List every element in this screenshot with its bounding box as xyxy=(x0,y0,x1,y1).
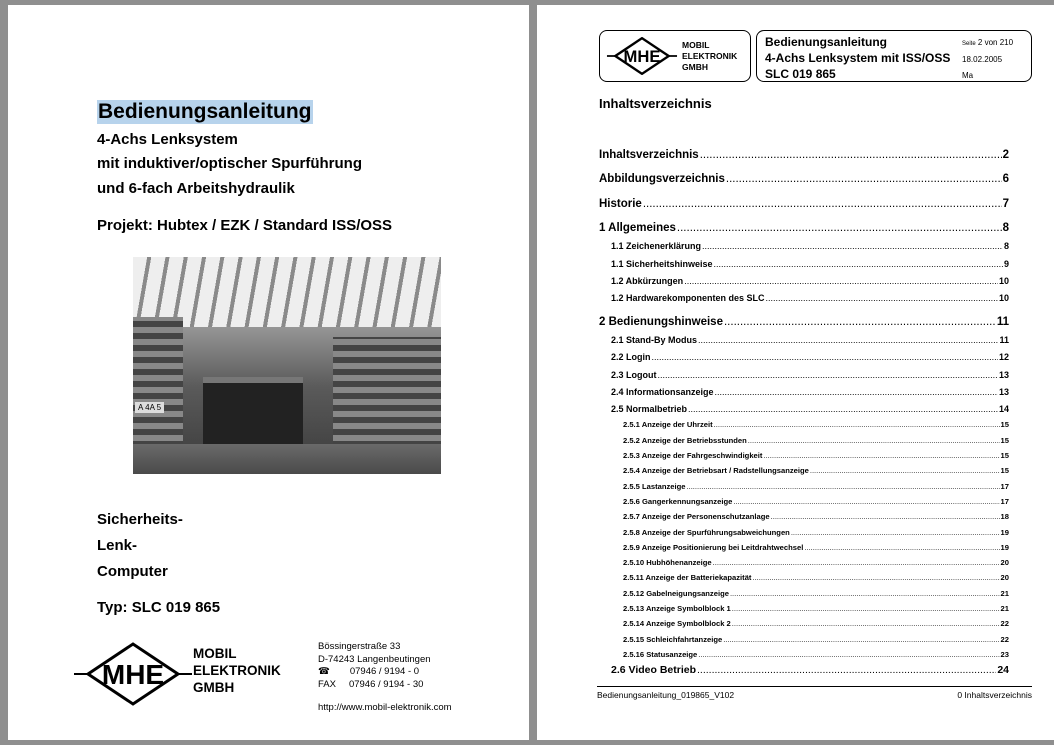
toc-entry[interactable] xyxy=(599,644,1009,659)
toc-entry-page: 23 xyxy=(1000,649,1009,659)
toc-page xyxy=(537,5,1054,740)
toc-leader xyxy=(715,387,998,397)
company-address xyxy=(318,641,452,715)
toc-entry-label: 1.2 Abkürzungen xyxy=(611,275,684,286)
toc-entry-page: 13 xyxy=(998,369,1009,380)
toc-entry[interactable] xyxy=(599,234,1009,251)
page-number: 2 xyxy=(977,38,983,47)
toc-entry-label: Abbildungsverzeichnis xyxy=(599,173,725,185)
header-company: MOBIL ELEKTRONIK GMBH xyxy=(682,40,738,72)
toc-entry-label: 2.5.14 Anzeige Symbolblock 2 xyxy=(623,619,731,629)
toc-entry-label: 2.5.12 Gabelneigungsanzeige xyxy=(623,588,729,598)
toc-entry[interactable] xyxy=(599,210,1009,235)
header-info-box xyxy=(756,30,1032,82)
address-city: D-74243 Langenbeutingen xyxy=(318,653,431,665)
toc-leader xyxy=(810,466,1000,475)
header-product: SLC 019 865 xyxy=(765,67,836,81)
toc-entry-page: 13 xyxy=(998,386,1009,397)
cover-title: Bedienungsanleitung xyxy=(98,100,312,123)
toc-entry-label: 1.1 Sicherheitshinweise xyxy=(611,258,713,269)
toc-entry-page: 15 xyxy=(1000,451,1009,461)
toc-entry-page: 10 xyxy=(998,293,1009,304)
logo-letters: MHE xyxy=(101,659,165,690)
toc-entry-page: 15 xyxy=(1000,420,1009,430)
product-line-3: Computer xyxy=(97,563,168,580)
toc-entry[interactable] xyxy=(599,521,1009,536)
toc-leader xyxy=(652,352,998,362)
toc-entry[interactable] xyxy=(599,136,1009,161)
cover-page xyxy=(8,5,529,740)
toc-leader xyxy=(700,149,1002,161)
toc-leader xyxy=(766,293,998,303)
toc-entry-label: 2.5.16 Statusanzeige xyxy=(623,649,698,659)
toc-entry-page: 10 xyxy=(998,275,1009,286)
cover-subtitle-1: 4-Achs Lenksystem xyxy=(97,131,238,148)
toc-entry[interactable] xyxy=(599,491,1009,506)
toc-leader xyxy=(730,589,1000,598)
toc-entry[interactable] xyxy=(599,628,1009,643)
toc-entry-page: 2 xyxy=(1002,148,1009,161)
toc-leader xyxy=(723,635,999,644)
company-line: GMBH xyxy=(193,680,235,695)
header-logo-box xyxy=(599,30,751,82)
toc-entry-label: 2.5.15 Schleichfahrtanzeige xyxy=(623,634,723,644)
header-subtitle: 4-Achs Lenksystem mit ISS/OSS xyxy=(765,51,951,65)
header-author: Ma xyxy=(962,71,974,80)
toc-entry-label: 2.5.3 Anzeige der Fahrgeschwindigkeit xyxy=(623,451,763,461)
toc-entry-page: 21 xyxy=(1000,604,1009,614)
toc-leader xyxy=(804,543,999,552)
toc-entry-page: 14 xyxy=(998,404,1009,415)
toc-entry[interactable] xyxy=(599,328,1009,345)
page-footer xyxy=(597,686,1032,700)
toc-entry[interactable] xyxy=(599,429,1009,444)
phone-icon: ☎ xyxy=(318,666,330,677)
toc-entry[interactable] xyxy=(599,598,1009,613)
header-title: Bedienungsanleitung xyxy=(765,35,888,49)
toc-leader xyxy=(791,528,1000,537)
toc-entry-page: 17 xyxy=(1000,481,1009,491)
header-meta xyxy=(962,35,1013,84)
toc-entry-page: 8 xyxy=(1002,222,1009,234)
svg-text:MHE: MHE xyxy=(623,46,661,66)
toc-leader xyxy=(713,558,1000,567)
toc-entry-page: 24 xyxy=(997,663,1009,676)
toc-entry[interactable] xyxy=(599,414,1009,429)
toc-entry-page: 22 xyxy=(1000,619,1009,629)
toc-leader xyxy=(684,276,998,286)
toc-entry-page: 6 xyxy=(1002,173,1009,185)
table-of-contents xyxy=(599,136,1009,676)
toc-entry[interactable] xyxy=(599,345,1009,362)
toc-entry[interactable] xyxy=(599,506,1009,521)
toc-leader xyxy=(697,664,996,676)
toc-entry-label: 1.2 Hardwarekomponenten des SLC xyxy=(611,293,765,304)
toc-entry-label: 1.1 Zeichenerklärung xyxy=(611,241,702,252)
company-name xyxy=(193,645,281,696)
toc-leader xyxy=(686,482,999,491)
toc-entry[interactable] xyxy=(599,397,1009,414)
cover-project: Projekt: Hubtex / EZK / Standard ISS/OSS xyxy=(97,217,393,234)
mhe-logo-icon xyxy=(604,37,680,75)
address-street: Bössingerstraße 33 xyxy=(318,641,401,652)
toc-leader xyxy=(763,451,999,460)
toc-entry-page: 19 xyxy=(1000,542,1009,552)
toc-entry-page: 21 xyxy=(1000,588,1009,598)
phone-number: 07946 / 9194 - 0 xyxy=(349,666,420,677)
toc-entry-label: 1 Allgemeines xyxy=(599,222,676,234)
cover-subtitle-2: mit induktiver/optischer Spurführung xyxy=(97,155,363,172)
toc-entry-page: 18 xyxy=(1000,512,1009,522)
toc-entry-label: 2.1 Stand-By Modus xyxy=(611,334,698,345)
toc-entry-page: 8 xyxy=(1003,241,1009,252)
product-line-2: Lenk- xyxy=(97,537,138,554)
toc-leader xyxy=(752,573,999,582)
mhe-logo-icon xyxy=(74,642,192,706)
toc-leader xyxy=(732,604,1000,613)
toc-leader xyxy=(726,173,1002,185)
photo-sign: A 4A 5 xyxy=(135,402,164,413)
toc-entry[interactable] xyxy=(599,552,1009,567)
toc-entry[interactable] xyxy=(599,460,1009,475)
toc-entry[interactable] xyxy=(599,567,1009,582)
toc-leader xyxy=(677,222,1002,234)
toc-entry-label: 2.4 Informationsanzeige xyxy=(611,386,714,397)
footer-right: 0 Inhaltsverzeichnis xyxy=(957,690,1032,700)
toc-entry-label: 2.5.7 Anzeige der Personenschutzanlage xyxy=(623,512,770,522)
toc-entry-label: 2.5.6 Gangerkennungsanzeige xyxy=(623,496,733,506)
cover-subtitle-3: und 6-fach Arbeitshydraulik xyxy=(97,180,295,197)
toc-entry[interactable] xyxy=(599,251,1009,268)
toc-entry-label: 2.5.8 Anzeige der Spurführungsabweichungen xyxy=(623,527,790,537)
toc-leader xyxy=(714,259,1003,269)
toc-entry-label: 2.5.1 Anzeige der Uhrzeit xyxy=(623,420,713,430)
toc-entry-label: 2.5.4 Anzeige der Betriebsart / Radstellungsanzeige xyxy=(623,466,809,476)
toc-entry-page: 19 xyxy=(1000,527,1009,537)
toc-entry[interactable] xyxy=(599,613,1009,628)
toc-entry-page: 15 xyxy=(1000,435,1009,445)
toc-entry[interactable] xyxy=(599,269,1009,286)
toc-leader xyxy=(724,316,996,328)
toc-entry-page: 22 xyxy=(1000,634,1009,644)
header-titles xyxy=(765,34,950,82)
toc-entry-page: 7 xyxy=(1002,197,1009,210)
toc-entry[interactable] xyxy=(599,380,1009,397)
toc-entry-page: 11 xyxy=(999,334,1009,345)
toc-entry-page: 20 xyxy=(1000,573,1009,583)
page-label: Seite xyxy=(962,41,976,47)
toc-entry-label: 2.3 Logout xyxy=(611,369,657,380)
website-link[interactable]: http://www.mobil-elektronik.com xyxy=(318,702,452,713)
toc-heading: Inhaltsverzeichnis xyxy=(599,96,712,111)
toc-leader xyxy=(698,650,999,659)
toc-leader xyxy=(658,370,998,380)
toc-entry[interactable] xyxy=(599,659,1009,676)
product-type: Typ: SLC 019 865 xyxy=(97,599,221,616)
footer-left: Bedienungsanleitung_019865_V102 xyxy=(597,690,735,700)
toc-entry-label: 2.5 Normalbetrieb xyxy=(611,404,688,415)
toc-entry-label: 2.5.13 Anzeige Symbolblock 1 xyxy=(623,604,731,614)
toc-entry-page: 12 xyxy=(998,352,1009,363)
toc-leader xyxy=(688,404,998,414)
toc-entry-page: 11 xyxy=(996,315,1009,328)
toc-entry-page: 20 xyxy=(1000,558,1009,568)
fax-number: 07946 / 9194 - 30 xyxy=(348,678,424,690)
toc-entry-page: 15 xyxy=(1000,466,1009,476)
toc-entry-label: 2.2 Login xyxy=(611,352,651,363)
fax-label: FAX xyxy=(318,678,336,690)
toc-entry-label: 2.5.5 Lastanzeige xyxy=(623,481,686,491)
company-line: ELEKTRONIK xyxy=(193,663,281,678)
toc-entry[interactable] xyxy=(599,303,1009,328)
toc-leader xyxy=(732,619,1000,628)
toc-entry[interactable] xyxy=(599,286,1009,303)
company-line: MOBIL xyxy=(193,646,237,661)
page-total: von 210 xyxy=(984,38,1014,47)
warehouse-photo xyxy=(133,257,441,474)
toc-entry-label: Historie xyxy=(599,197,642,210)
toc-entry[interactable] xyxy=(599,445,1009,460)
toc-entry[interactable] xyxy=(599,582,1009,597)
toc-entry[interactable] xyxy=(599,185,1009,210)
toc-leader xyxy=(733,497,999,506)
toc-leader xyxy=(714,420,1000,429)
toc-entry-label: 2.5.10 Hubhöhenanzeige xyxy=(623,558,712,568)
product-line-1: Sicherheits- xyxy=(97,511,183,528)
toc-entry[interactable] xyxy=(599,161,1009,186)
toc-leader xyxy=(748,436,1000,445)
toc-entry[interactable] xyxy=(599,362,1009,379)
toc-entry-label: 2 Bedienungshinweise xyxy=(599,315,723,328)
toc-leader xyxy=(702,241,1003,251)
toc-entry-page: 9 xyxy=(1003,258,1009,269)
toc-entry-label: Inhaltsverzeichnis xyxy=(599,148,699,161)
toc-leader xyxy=(643,198,1002,210)
toc-leader xyxy=(698,335,998,345)
toc-entry[interactable] xyxy=(599,537,1009,552)
toc-entry-label: 2.5.9 Anzeige Positionierung bei Leitdrahtwechsel xyxy=(623,542,804,552)
toc-entry-label: 2.5.2 Anzeige der Betriebsstunden xyxy=(623,435,747,445)
toc-entry-label: 2.5.11 Anzeige der Batteriekapazität xyxy=(623,573,752,583)
header-date: 18.02.2005 xyxy=(962,55,1003,64)
toc-entry-page: 17 xyxy=(1000,496,1009,506)
toc-entry-label: 2.6 Video Betrieb xyxy=(611,663,697,676)
toc-entry[interactable] xyxy=(599,475,1009,490)
toc-leader xyxy=(771,512,1000,521)
